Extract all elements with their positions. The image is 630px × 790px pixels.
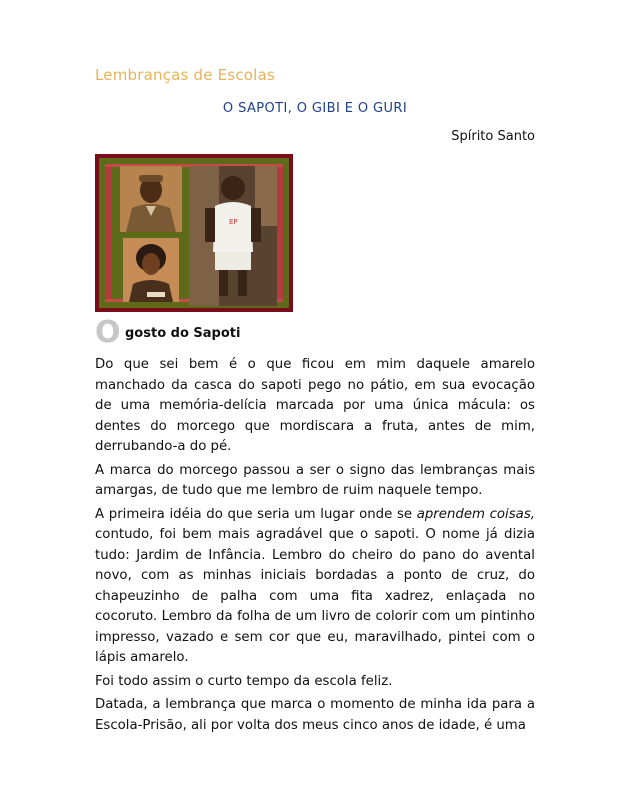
- paragraph: A marca do morcego passou a ser o signo das lembranças mais amargas, de tudo que me lembro de ruim naquele tempo.: [95, 462, 535, 498]
- shirt-badge: EP: [229, 218, 238, 226]
- series-title: Lembranças de Escolas: [95, 66, 275, 84]
- photo-woman: [123, 238, 179, 302]
- body-text: [95, 355, 535, 739]
- photo-man-in-uniform: [120, 166, 182, 232]
- photo-child-in-white: [189, 166, 277, 306]
- author-name: Spírito Santo: [451, 129, 535, 144]
- italic-phrase: aprendem coisas,: [416, 506, 535, 522]
- drop-cap: O: [95, 315, 121, 350]
- paragraph: Foi todo assim o curto tempo da escola feliz.: [95, 673, 393, 689]
- photo-collage: [95, 154, 293, 312]
- photo-collage-background: [99, 158, 289, 308]
- section-subtitle: gosto do Sapoti: [125, 326, 241, 341]
- document-title: O SAPOTI, O GIBI E O GURI: [222, 101, 408, 116]
- paragraph: A primeira idéia do que seria um lugar onde se aprendem coisas, contudo, foi bem mais agradável que o sapoti. O nome já dizia tudo: Jardim de Infância. Lembro do cheiro do pano do avental novo, com as minhas iniciais bordadas a ponto de cruz, do chapeuzinho de palha com uma fita xadrez, enlaçada no cocoruto. Lembro da folha de um livro de colorir com um pintinho impresso, vazado e sem cor que eu, maravilhado, pintei com o lápis amarelo.: [95, 506, 535, 665]
- paragraph: Do que sei bem é o que ficou em mim daquele amarelo manchado da casca do sapoti pego no pátio, em sua evocação de uma memória-delícia marcada por uma única mácula: os dentes do morcego que mordiscara a fruta, antes de mim, derrubando-a do pé.: [95, 357, 535, 454]
- paragraph: Datada, a lembrança que marca o momento de minha ida para a Escola-Prisão, ali por volta dos meus cinco anos de idade, é uma: [95, 697, 535, 733]
